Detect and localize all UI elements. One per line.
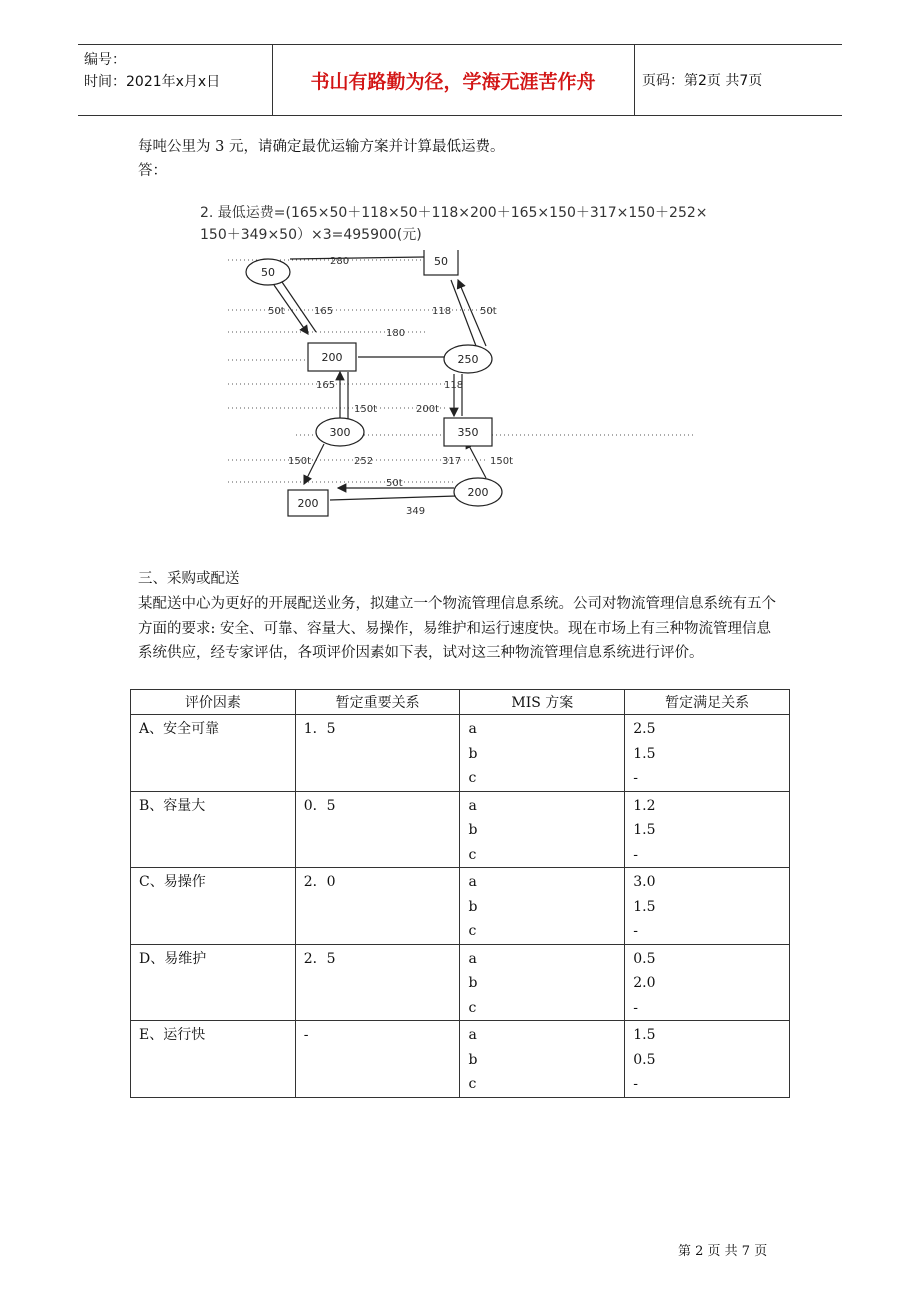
edge-label: 118	[432, 306, 452, 317]
score-cell: 3.0	[633, 874, 656, 890]
header-divider	[634, 45, 635, 115]
score-cell: 0.5	[633, 1051, 656, 1068]
edge-label: 252	[354, 456, 374, 467]
score-cell: 1.5	[633, 898, 656, 915]
edge-label: 50t	[480, 306, 497, 317]
page-footer: 第 2 页 共 7 页	[678, 1244, 768, 1259]
edge-line	[330, 496, 456, 500]
weight-cell: 2．0	[303, 874, 336, 890]
score-cell: 2.5	[633, 721, 656, 737]
score-cell: 2.0	[633, 975, 656, 991]
table-row	[131, 715, 790, 792]
min-cost-formula: 2. 最低运费=(165×50＋118×50＋118×200＋165×150＋317×150＋252× 150＋349×50）×3=495900(元)	[200, 205, 708, 243]
answer-label: 答：	[138, 163, 167, 179]
table-header-row	[131, 690, 790, 715]
edge-label: 50t	[386, 478, 403, 489]
node-label: 350	[457, 426, 479, 439]
factor-cell: C、易操作	[139, 874, 206, 890]
node-label: 200	[297, 497, 319, 510]
weight-cell: 1．5	[303, 721, 336, 737]
option-cell: b	[468, 745, 478, 762]
option-cell: a	[468, 797, 477, 814]
option-cell: c	[468, 999, 477, 1016]
factor-cell: D、易维护	[139, 950, 207, 967]
score-cell: -	[633, 1076, 638, 1092]
option-cell: c	[468, 846, 477, 863]
edge-label: 349	[406, 506, 426, 517]
option-cell: c	[468, 1076, 477, 1092]
option-cell: a	[468, 721, 477, 737]
node-label: 50	[261, 266, 275, 279]
weight-cell: 2．5	[303, 950, 336, 967]
question-tail: 每吨公里为 3 元，请确定最优运输方案并计算最低运费。	[138, 139, 505, 155]
edge-label: 180	[386, 328, 406, 339]
table-row	[131, 1021, 790, 1098]
option-cell: a	[468, 950, 477, 967]
node-label: 250	[457, 353, 479, 366]
table-header: 评价因素	[131, 690, 296, 715]
edge-label: 165	[316, 380, 336, 391]
score-cell: 0.5	[633, 950, 656, 967]
edge-label: 50t	[268, 306, 285, 317]
score-cell: 1.5	[633, 822, 656, 838]
factor-cell: E、运行快	[139, 1027, 206, 1043]
table-header: 暂定重要关系	[295, 690, 460, 715]
node-label: 200	[321, 351, 343, 364]
edge-label: 317	[442, 456, 462, 467]
section-paragraph: 某配送中心为更好的开展配送业务，拟建立一个物流管理信息系统。公司对物流管理信息系统有五个方面的要求: 安全、可靠、容量大、易操作，易维护和运行速度快。现在市场上有三种物流管理信息系统供应，经专家评估，各项评价因素如下表，试对这三种物流管理信息系统进行评价。	[138, 596, 776, 661]
option-cell: c	[468, 923, 477, 939]
score-cell: -	[633, 923, 638, 939]
option-cell: b	[468, 1051, 478, 1068]
score-cell: 1.2	[633, 797, 656, 814]
number-label: 编号：	[84, 52, 126, 68]
score-cell: 1.5	[633, 745, 656, 762]
option-cell: a	[468, 1027, 477, 1043]
table-row	[131, 791, 790, 868]
score-cell: -	[633, 999, 638, 1016]
option-cell: b	[468, 975, 478, 991]
edge-label: 150t	[490, 456, 514, 467]
edge-label: 280	[330, 256, 350, 267]
edge-label: 150t	[354, 404, 378, 415]
evaluation-table	[130, 689, 790, 1098]
header-motto: 书山有路勤为径，学海无涯苦作舟	[310, 71, 596, 93]
score-cell: -	[633, 846, 638, 863]
edge-label: 118	[444, 380, 464, 391]
factor-cell: B、容量大	[139, 797, 206, 814]
edge-line	[282, 282, 316, 332]
option-cell: a	[468, 874, 477, 890]
node-label: 50	[434, 255, 448, 268]
node-label: 300	[329, 426, 351, 439]
weight-cell: 0．5	[303, 797, 336, 814]
page-header	[78, 44, 842, 116]
edge-label: 165	[314, 306, 334, 317]
transport-network-diagram	[196, 250, 716, 540]
table-row	[131, 868, 790, 945]
edge-line	[290, 257, 424, 259]
option-cell: b	[468, 898, 478, 915]
header-meta	[84, 49, 220, 93]
node-label: 200	[467, 486, 489, 499]
time-label: 时间：2021年x月x日	[84, 74, 221, 90]
section-title: 三、采购或配送	[138, 571, 240, 587]
score-cell: -	[633, 770, 638, 786]
table-row	[131, 944, 790, 1021]
table-header: 暂定满足关系	[625, 690, 790, 715]
option-cell: c	[468, 770, 477, 786]
weight-cell: -	[303, 1027, 309, 1043]
factor-cell: A、安全可靠	[139, 721, 220, 737]
edge-label: 150t	[288, 456, 312, 467]
table-header: MIS 方案	[460, 690, 625, 715]
edge-label: 200t	[416, 404, 440, 415]
option-cell: b	[468, 822, 478, 838]
header-page-label: 页码：第2页 共7页	[642, 73, 763, 89]
score-cell: 1.5	[633, 1027, 656, 1043]
answer-scan-figure	[196, 196, 716, 536]
